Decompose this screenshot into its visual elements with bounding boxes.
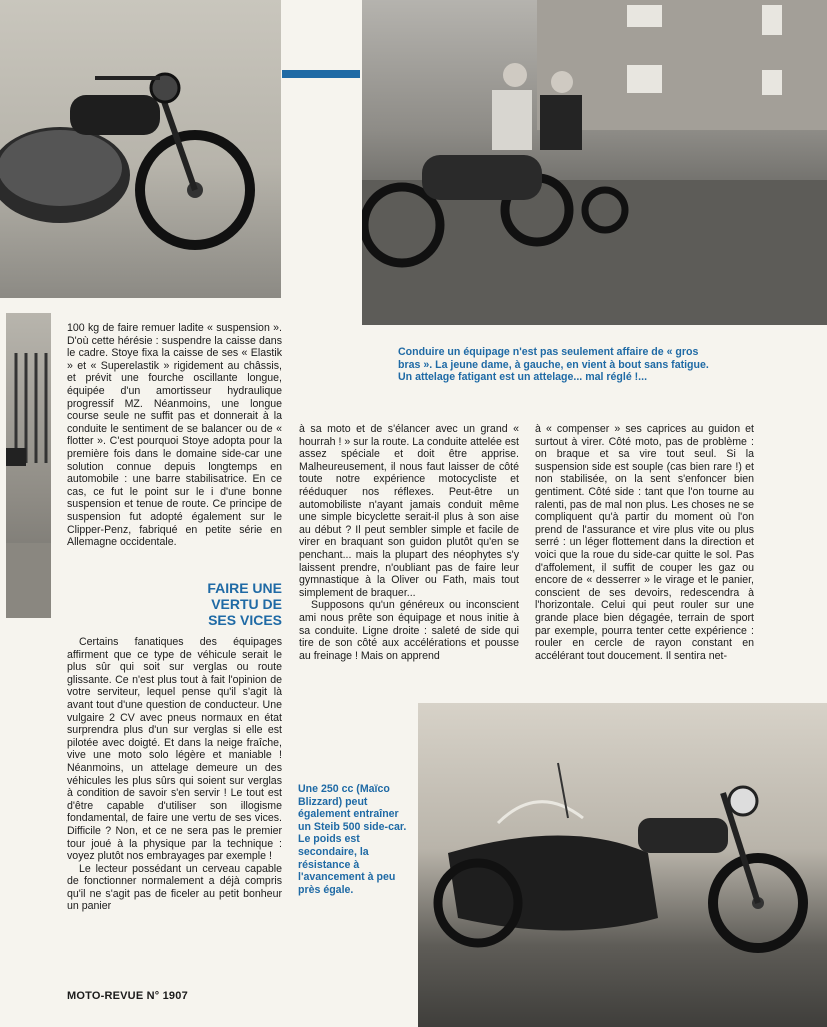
magazine-footer: MOTO-REVUE N° 1907 bbox=[67, 990, 188, 1002]
photo-caption-bottom: Une 250 cc (Maïco Blizzard) peut également entraîner un Steib 500 side-car. Le poids est secondaire, la résistance à l'avancement à peu près égale. bbox=[298, 783, 407, 896]
photo-maico-sidecar bbox=[418, 703, 827, 1027]
photo-couple-sidecar bbox=[362, 0, 827, 325]
article-column-3 bbox=[535, 423, 754, 662]
photo-caption-top: Conduire un équipage n'est pas seulement affaire de « gros bras ». La jeune dame, à gauche, en vient à bout sans fatigue. Un attelage fatigant est un attelage... mal réglé !... bbox=[398, 346, 709, 384]
photo-gate-strip bbox=[6, 313, 51, 618]
gate-illustration bbox=[6, 313, 51, 618]
column-3-paragraph-1: à « compenser » ses caprices au guidon et surtout à virer. Côté moto, pas de problème : on braque et sa vire tout seul. Si la suspension side est souple (cas bien rare !) et non stabilisée, on la sent s'enfoncer bien gentiment. Côté side : tant que l'on tourne au ralenti, pas de mal non plus. Les choses ne se compliquent qu'à partir du moment où l'on prend de l'assurance et vire plus vite ou plus serré : un léger flottement dans la direction et voici que la roue du side-car quitte le sol. Pas d'affolement, il suffit de couper les gaz ou encore de « desserrer » le virage et le panier, conscient de ses devoirs, redescendra à l'horizontale. Celui qui peut rouler sur une grande place bien dégagée, terrain de sport par exemple, pourra tenter cette expérience : rouler en cercle de rayon constant en accélérant tout doucement. Il sentira net- bbox=[535, 423, 754, 662]
couple-sidecar-illustration bbox=[362, 0, 827, 325]
accent-bar bbox=[282, 70, 360, 78]
article-column-1 bbox=[67, 322, 282, 549]
photo-sidecar-top-left bbox=[0, 0, 281, 298]
sidecar-illustration bbox=[0, 0, 281, 298]
maico-sidecar-illustration bbox=[418, 703, 827, 1027]
column-2-paragraph-2: Supposons qu'un généreux ou inconscient ami nous prête son équipage et nous initie à sa conduite. Ligne droite : saleté de side qui tire de son côté aux accélérations et pousse au freinage ! Mais on apprend bbox=[299, 599, 519, 662]
section-heading: FAIRE UNE VERTU DE SES VICES bbox=[207, 580, 282, 628]
article-column-1-continued bbox=[67, 636, 282, 913]
article-column-2 bbox=[299, 423, 519, 662]
column-1-paragraph-3: Le lecteur possédant un cerveau capable de fonctionner normalement a déjà compris qu'il ne s'agit pas de ficeler au petit bonheur un panier bbox=[67, 862, 282, 913]
column-1-paragraph-1: 100 kg de faire remuer ladite « suspension ». D'où cette hérésie : suspendre la caisse dans le cadre. Stoye fixa la caisse de ses « Elastik » et « Superelastik » rigidement au châssis, et prévit une fourche oscillante longue, équipée d'un amortisseur hydraulique progressif MZ. Néanmoins, une longue course seule ne suffit pas et donnerait à la conduite le sentiment de se balancer ou de « flotter ». C'est pourquoi Stoye adopta pour la première fois dans le domaine side-car une solution connue depuis longtemps en automobile : une barre stabilisatrice. En ce cas, ce fut le point sur le i d'une bonne suspension et tenue de route. Ce principe de suspension fut adopté également sur le Clipper-Penz, fabriqué en petite série en Allemagne occidentale. bbox=[67, 322, 282, 549]
column-2-paragraph-1: à sa moto et de s'élancer avec un grand « hourrah ! » sur la route. La conduite attelée est assez spéciale et doit être apprise. Malheureusement, il nous faut laisser de côté toute notre expérience motocycliste et rééduquer nos réflexes. Peut-être un automobiliste n'ayant jamais conduit même une simple bicyclette serait-il plus à son aise au début ? Il peut sembler simple et facile de virer en braquant son guidon plutôt qu'en se penchant... mais la plupart des néophytes s'y laissent prendre, n'oubliant pas de faire leur gymnastique à la Oliver ou Fath, mais tout simplement de braquer... bbox=[299, 423, 519, 599]
column-1-paragraph-2: Certains fanatiques des équipages affirment que ce type de véhicule serait le plus sûr qui soit sur verglas ou route glissante. Ce n'est plus tout à fait l'opinion de votre serviteur, lequel pense qu'il s'agit là avant tout d'une question de conducteur. Une vulgaire 2 CV avec pneus normaux en état surprendra plus d'un sur verglas si elle est pilotée avec doigté. Et dans la neige fraîche, vive une moto solo légère et maniable ! Néanmoins, un attelage demeure un des véhicules les plus sûrs qui soient sur verglas à condition de savoir s'en servir ! Le tout est d'être capable d'utiliser son illogisme fondamental, de faire une vertu de ses vices. Difficile ? Non, et ce ne sera pas le premier tour joué à la physique par la technique : voyez plutôt nos embrayages par exemple ! bbox=[67, 636, 282, 863]
